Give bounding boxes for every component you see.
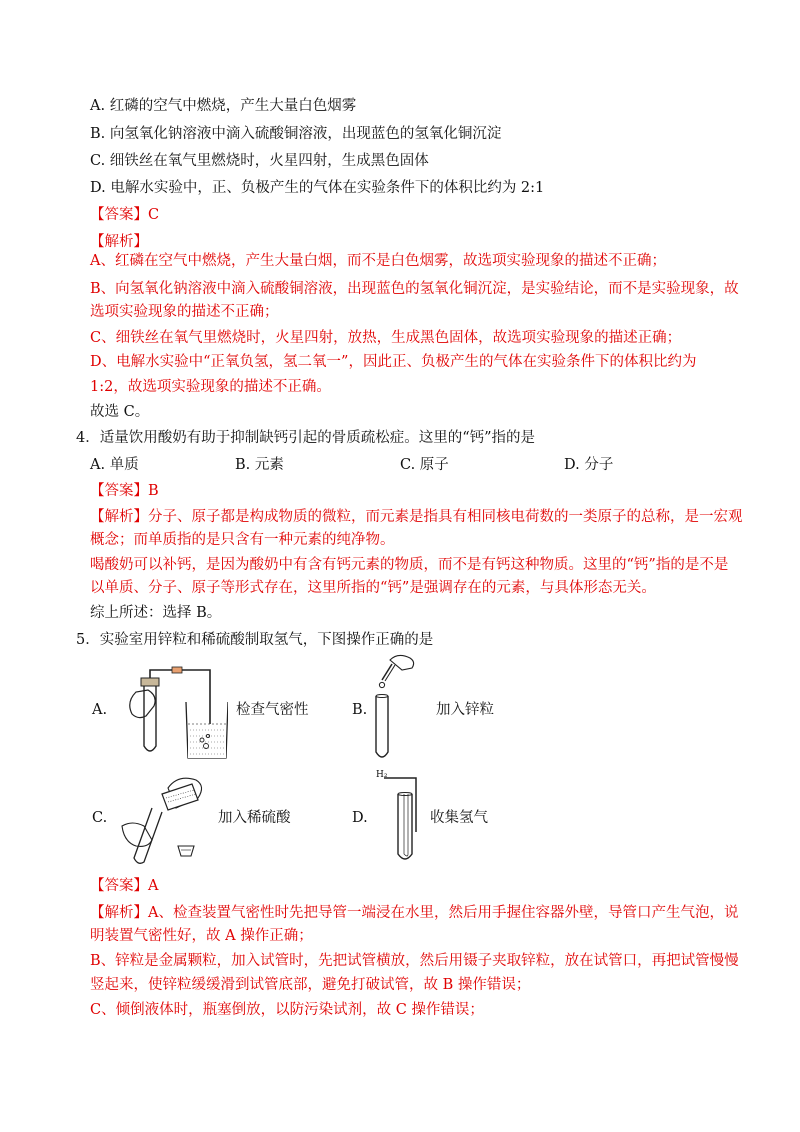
q5-figure-a-letter: A.: [92, 702, 108, 718]
q4-option-b: B. 元素: [235, 457, 284, 473]
q4-stem: 4．适量饮用酸奶有助于抑制缺钙引起的骨质疏松症。这里的“钙”指的是: [76, 430, 536, 446]
q5-figure-c-caption: 加入稀硫酸: [218, 810, 291, 826]
q5-analysis-first: [90, 903, 738, 923]
q5-figure-b-letter: B.: [352, 702, 368, 718]
q4-conclusion: 综上所述：选择 B。: [90, 605, 222, 621]
analysis-label: 【解析】: [90, 509, 148, 525]
q4-analysis-line: 概念；而单质指的是只含有一种元素的纯净物。: [90, 532, 395, 548]
collect-hydrogen-icon: [374, 770, 424, 862]
q5-analysis-line: 明装置气密性好，故 A 操作正确；: [90, 928, 313, 944]
q5-analysis-line: 竖起来，使锌粒缓缓滑到试管底部，避免打破试管，故 B 操作错误；: [90, 977, 531, 993]
q3-analysis-line: 1:2，故选项实验现象的描述不正确。: [90, 379, 331, 395]
tweezers-zinc-icon: [368, 652, 418, 760]
q5-figure-d-letter: D.: [352, 810, 368, 826]
q4-analysis-first: [90, 507, 743, 527]
h2-label: H₂: [376, 770, 388, 780]
q5-figure-c-letter: C.: [92, 810, 108, 826]
q3-analysis-label: 【解析】: [90, 234, 148, 250]
q3-answer: [90, 205, 159, 225]
q3-conclusion: 故选 C。: [90, 404, 150, 420]
q3-analysis-line: C、细铁丝在氧气里燃烧时，火星四射，放热，生成黑色固体，故选项实验现象的描述正确；: [90, 330, 682, 346]
q5-figure-b-caption: 加入锌粒: [436, 702, 494, 718]
q4-analysis-line: 以单质、分子、原子等形式存在，这里所指的“钙”是强调存在的元素，与具体形态无关。: [90, 580, 656, 596]
q3-analysis-line: D、电解水实验中“正氧负氢，氢二氧一”，因此正、负极产生的气体在实验条件下的体积比约为: [90, 354, 697, 370]
answer-value: B: [148, 483, 159, 499]
analysis-text: A、检查装置气密性时先把导管一端浸在水里，然后用手握住容器外壁，导管口产生气泡，说: [148, 905, 739, 921]
analysis-label: 【解析】: [90, 905, 148, 921]
answer-label: 【答案】: [90, 483, 148, 499]
airtightness-apparatus-icon: [118, 662, 228, 762]
answer-label: 【答案】: [90, 878, 148, 894]
q5-figure-a-caption: 检查气密性: [236, 702, 309, 718]
pouring-acid-icon: [116, 770, 216, 870]
q3-option-a: A. 红磷的空气中燃烧，产生大量白色烟雾: [90, 98, 357, 114]
q4-analysis-line: 喝酸奶可以补钙，是因为酸奶中有含有钙元素的物质，而不是有钙这种物质。这里的“钙”指的是不是: [90, 557, 729, 573]
q3-analysis-line: 选项实验现象的描述不正确；: [90, 304, 279, 320]
q3-option-b: B. 向氢氧化钠溶液中滴入硫酸铜溶液，出现蓝色的氢氧化铜沉淀: [90, 126, 502, 142]
q3-analysis-line: B、向氢氧化钠溶液中滴入硫酸铜溶液，出现蓝色的氢氧化铜沉淀，是实验结论，而不是实验现象，故: [90, 281, 739, 297]
q3-analysis-line: A、红磷在空气中燃烧，产生大量白烟，而不是白色烟雾，故选项实验现象的描述不正确；: [90, 253, 666, 269]
q5-answer: [90, 876, 158, 896]
q4-option-c: C. 原子: [400, 457, 449, 473]
q4-option-d: D. 分子: [564, 457, 614, 473]
q5-figure-d-caption: 收集氢气: [430, 810, 488, 826]
q3-option-d: D. 电解水实验中，正、负极产生的气体在实验条件下的体积比约为 2:1: [90, 180, 545, 196]
q3-option-c: C. 细铁丝在氧气里燃烧时，火星四射，生成黑色固体: [90, 153, 429, 169]
answer-label: 【答案】: [90, 207, 148, 223]
q5-analysis-line: B、锌粒是金属颗粒，加入试管时，先把试管横放，然后用镊子夹取锌粒，放在试管口，再把试管慢慢: [90, 953, 739, 969]
answer-value: C: [148, 207, 160, 223]
q5-stem: 5．实验室用锌粒和稀硫酸制取氢气，下图操作正确的是: [76, 632, 434, 648]
analysis-text: 分子、原子都是构成物质的微粒，而元素是指具有相同核电荷数的一类原子的总称，是一宏观: [148, 509, 743, 525]
q4-option-a: A. 单质: [90, 457, 139, 473]
answer-value: A: [148, 878, 159, 894]
q5-analysis-line: C、倾倒液体时，瓶塞倒放，以防污染试剂，故 C 操作错误；: [90, 1002, 484, 1018]
q4-answer: [90, 481, 159, 501]
